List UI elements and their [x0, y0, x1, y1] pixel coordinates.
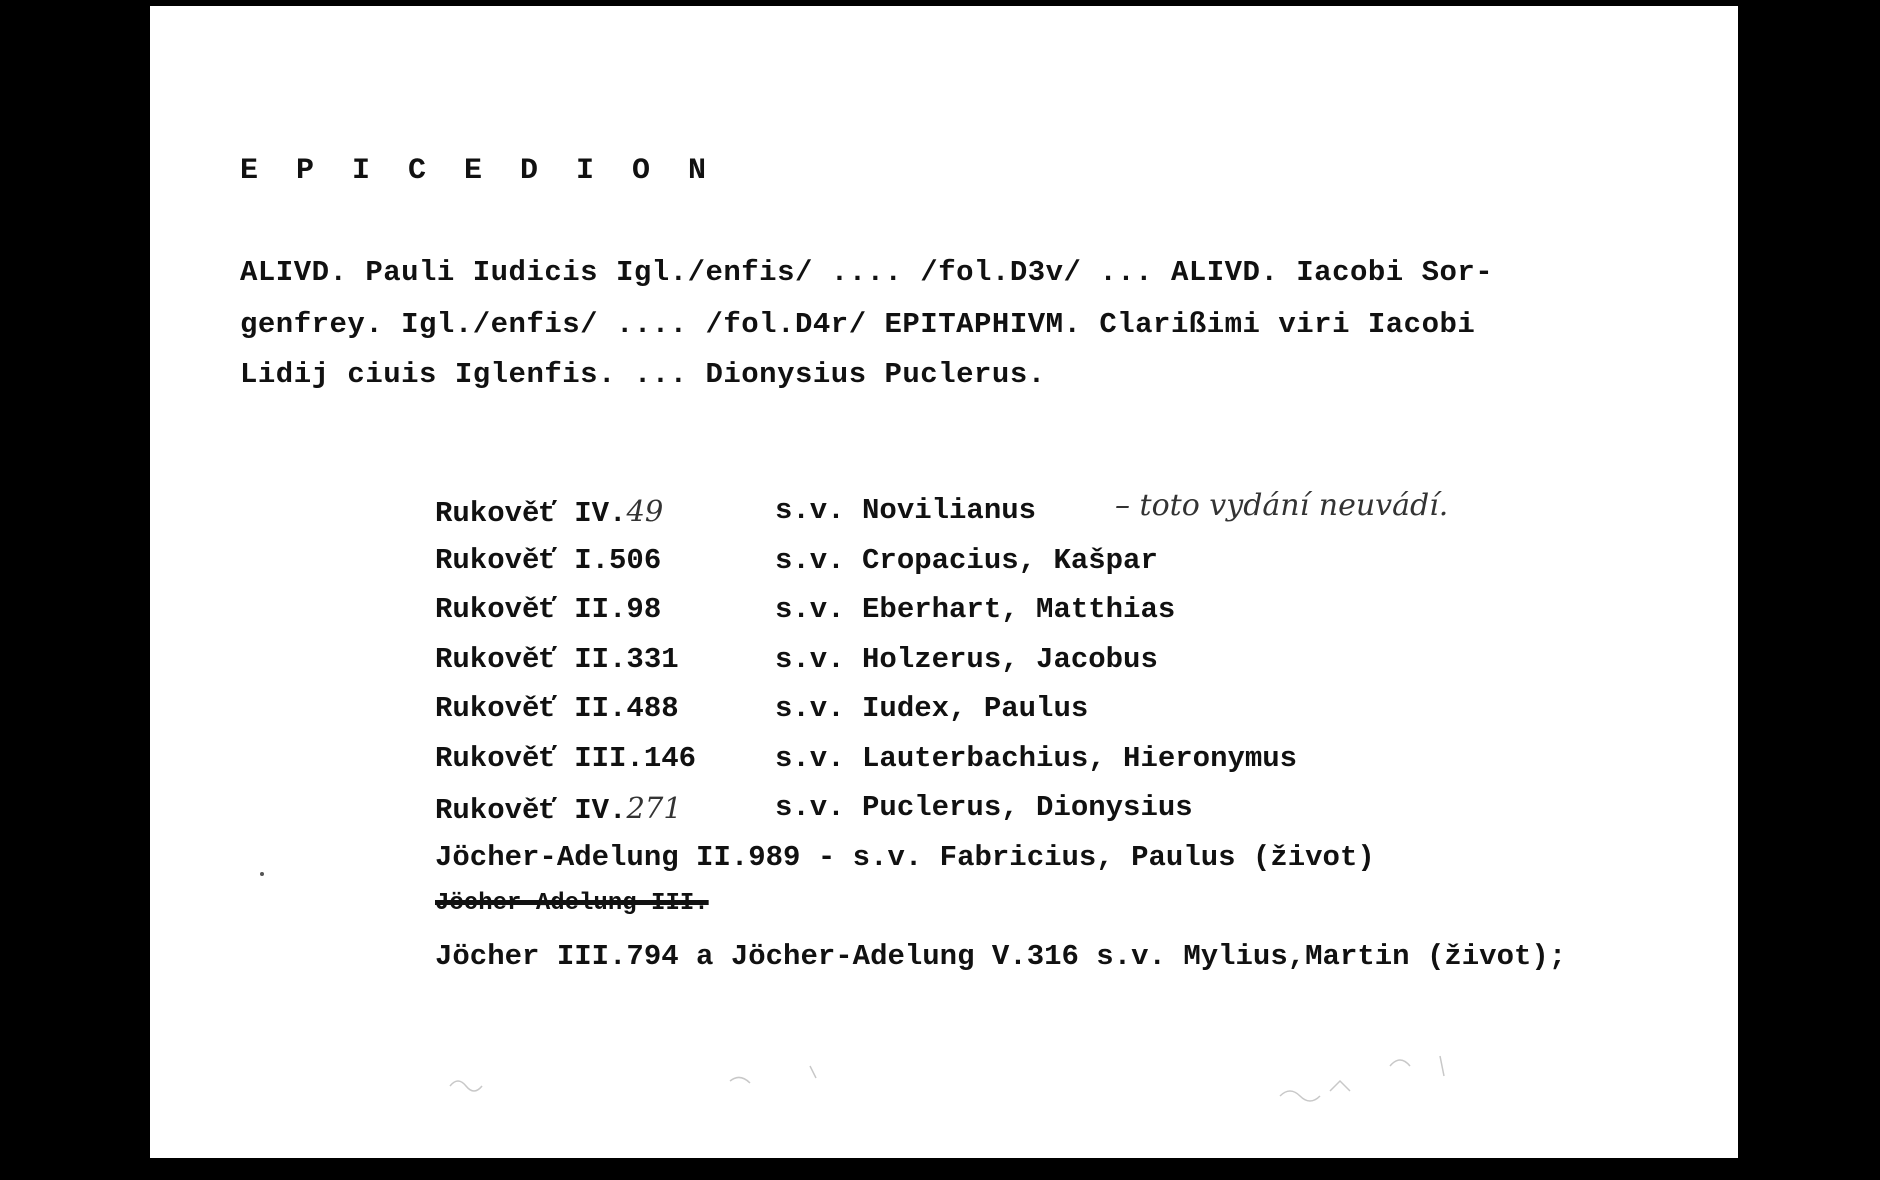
reference-list [435, 488, 1725, 989]
handwritten-note: – toto vydání neuvádí. [1115, 488, 1449, 523]
reference-source: Rukověť I.506 [435, 543, 662, 577]
card-title: E P I C E D I O N [240, 154, 717, 188]
description-line-1: ALIVD. Pauli Iudicis Igl./enfis/ .... /fol.D3v/ ... ALIVD. Iacobi Sor- [240, 256, 1494, 289]
ink-speck [260, 872, 264, 876]
faint-pencil-marks [430, 1046, 1630, 1136]
reference-row [435, 488, 1725, 544]
reference-sv: s.v. Iudex, Paulus [775, 692, 1089, 725]
final-reference: Jöcher III.794 a Jöcher-Adelung V.316 s.v. Mylius,Martin (život); [435, 939, 1567, 973]
handwritten-page-number: 49 [626, 494, 664, 528]
reference-row [435, 643, 1725, 693]
jocher-adelung-reference: Jöcher-Adelung II.989 - s.v. Fabricius, Paulus (život) [435, 840, 1375, 874]
reference-row [435, 742, 1725, 792]
catalog-card [150, 6, 1738, 1158]
final-reference-row [435, 940, 1725, 990]
reference-sv: s.v. Cropacius, Kašpar [775, 543, 1158, 577]
reference-row [435, 544, 1725, 594]
reference-sv: s.v. Eberhart, Matthias [775, 593, 1176, 626]
struck-row [435, 890, 1725, 940]
reference-source: Rukověť II.488 [435, 692, 679, 725]
handwritten-page-number: 271 [626, 791, 682, 825]
reference-row [435, 593, 1725, 643]
reference-source: Rukověť IV.271 [435, 791, 682, 827]
description-line-3: Lidij ciuis Iglenfis. ... Dionysius Puclerus. [240, 358, 1046, 391]
reference-sv: s.v. Puclerus, Dionysius [775, 791, 1193, 824]
reference-source: Rukověť IV.49 [435, 494, 664, 530]
reference-sv: s.v. Novilianus [775, 494, 1037, 527]
reference-row [435, 791, 1725, 841]
jocher-adelung-row [435, 841, 1725, 891]
struck-through-reference: Jöcher-Adelung III. [435, 890, 709, 917]
reference-row [435, 692, 1725, 742]
reference-source: Rukověť II.98 [435, 593, 662, 626]
reference-source: Rukověť III.146 [435, 741, 697, 775]
reference-sv: s.v. Lauterbachius, Hieronymus [775, 741, 1298, 775]
description-line-2: genfrey. Igl./enfis/ .... /fol.D4r/ EPITAPHIVM. Clarißimi viri Iacobi [240, 308, 1476, 341]
reference-sv: s.v. Holzerus, Jacobus [775, 642, 1158, 676]
reference-source: Rukověť II.331 [435, 642, 679, 676]
